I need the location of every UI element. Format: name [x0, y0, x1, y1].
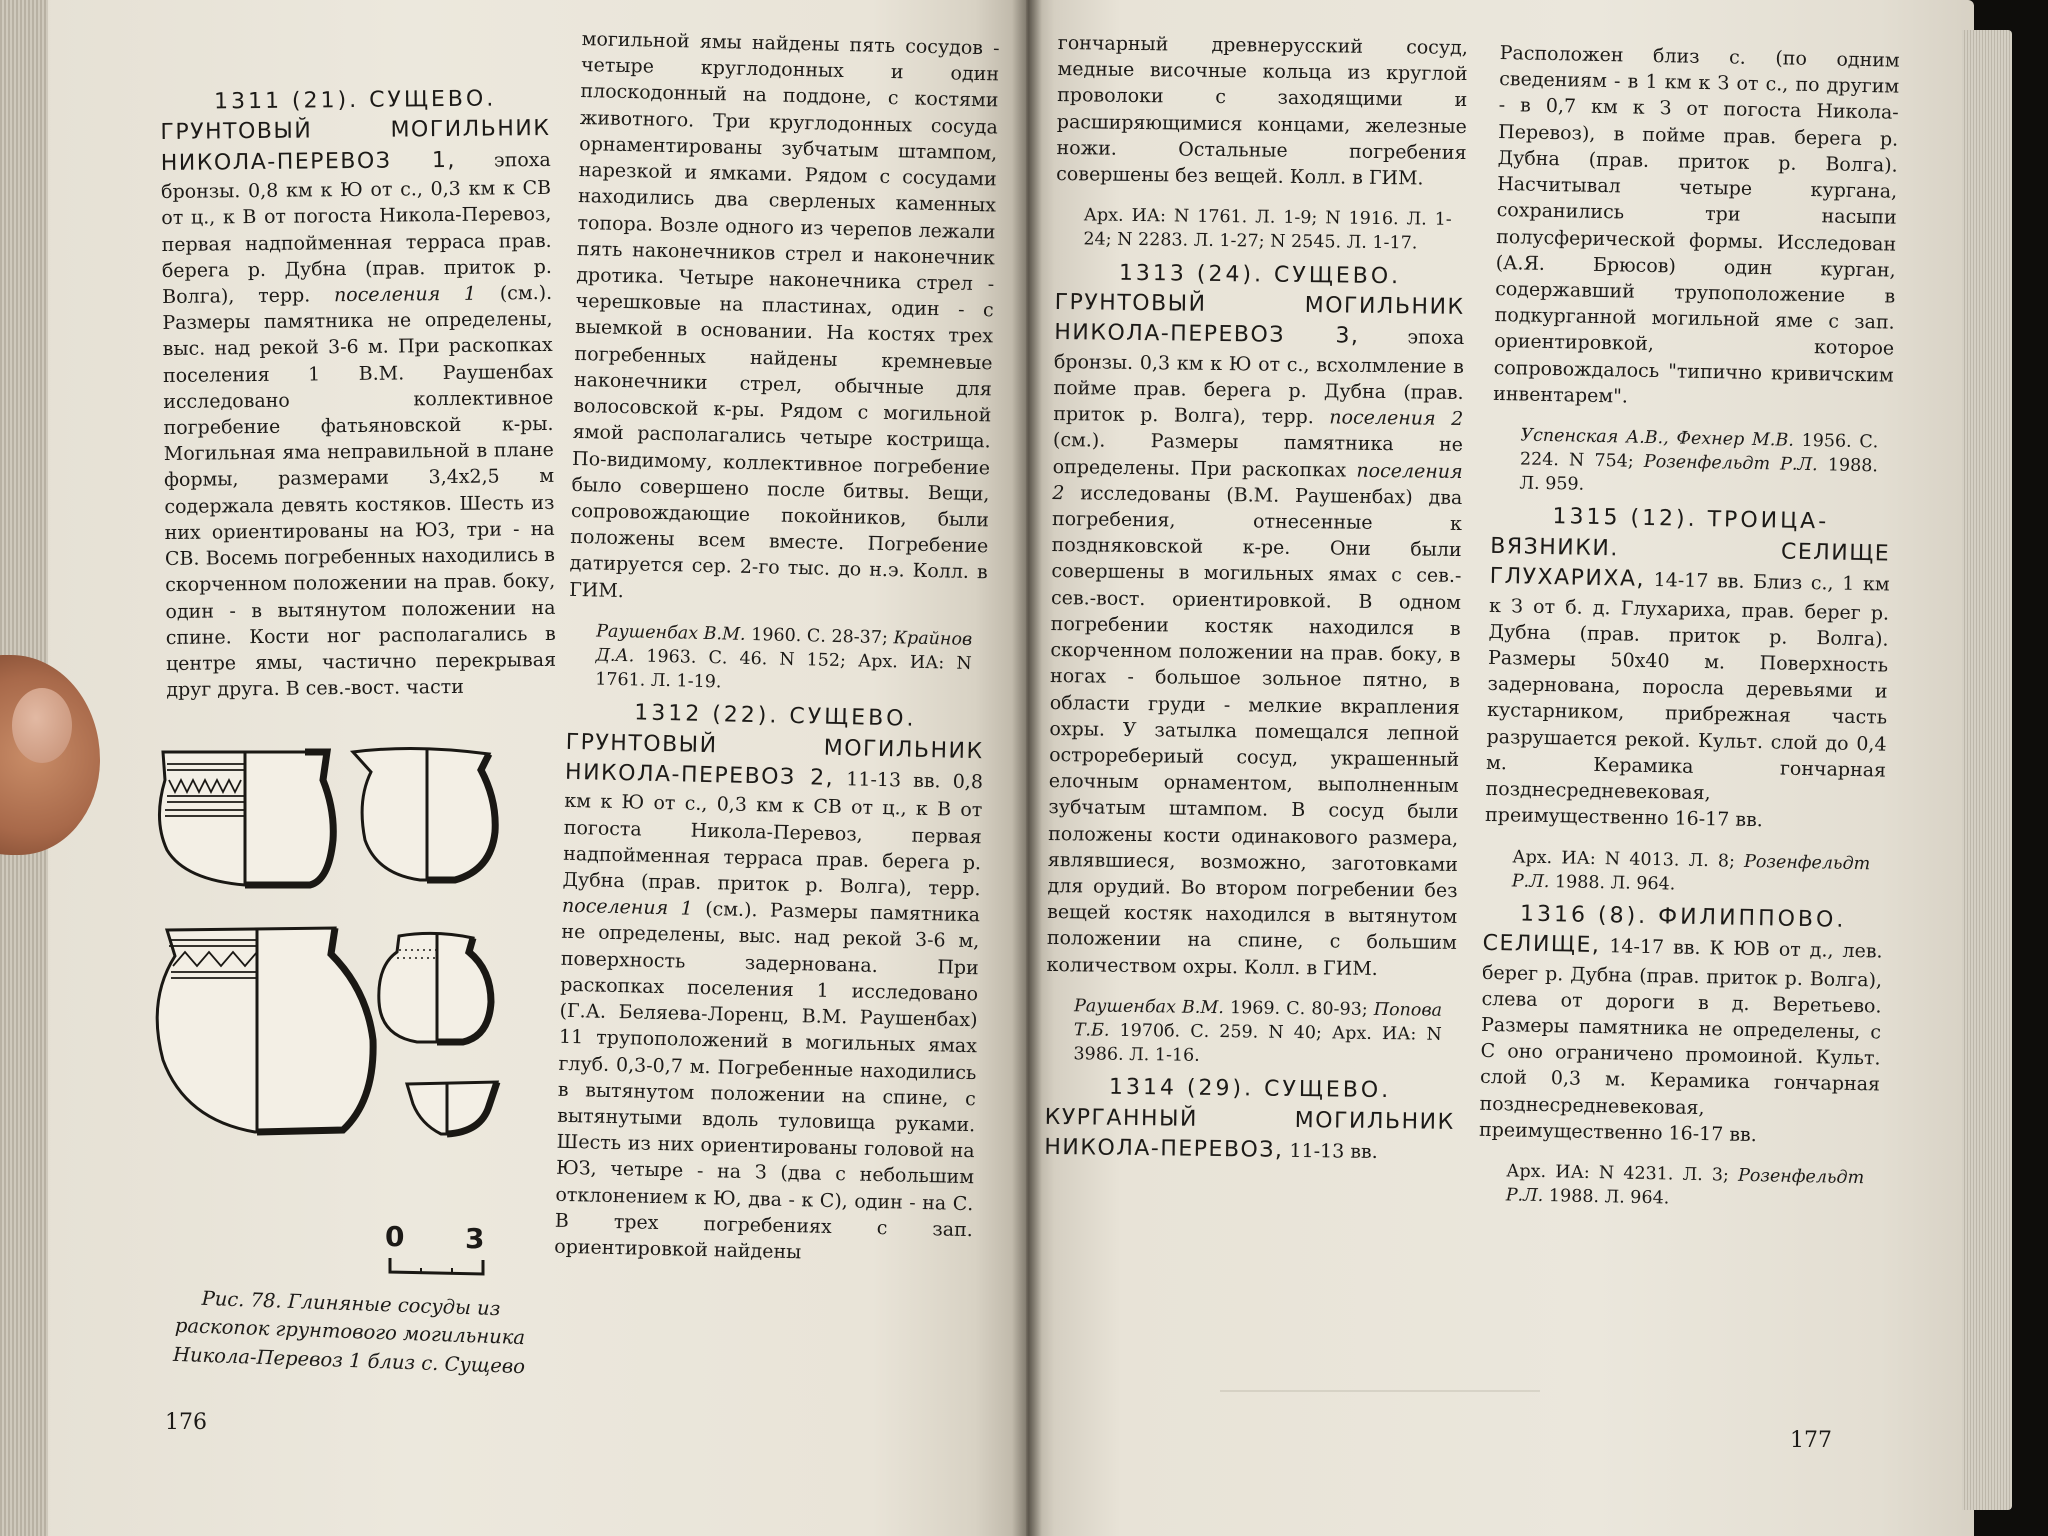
ref-author: Попова Т.Б. [1073, 999, 1443, 1041]
entry-1315-references [1484, 844, 1885, 900]
entry-1313-heading-number: 1313 (24). СУЩЕВО. [1118, 260, 1402, 289]
entry-1315-body: 14-17 вв. Близ с., 1 км к З от б. д. Глухариха, прав. берег р. Дубна (прав. приток р. Волга). Размеры 50х40 м. Поверхность задернована, поросла деревьями и кустарником, прибрежная часть разрушается рекой. Культ. слой до 0,4 м. Керамика гончарная позднесредневековая, преимущественно 16-17 вв. [1484, 569, 1890, 832]
figure-78-clay-vessels [145, 740, 535, 1170]
book-spine-shadow [1012, 0, 1042, 1536]
ref-author: Розенфельдт Р.Л. [1505, 1165, 1865, 1207]
entry-1314-heading-number: 1314 (29). СУЩЕВО. [1108, 1075, 1392, 1104]
entry-1316-references [1478, 1159, 1879, 1215]
ref-author: Раушенбах В.М. [1073, 996, 1225, 1019]
entry-1311-body-b: (см.). Размеры памятника не определены, выс. над рекой 3-6 м. При раскопках поселения 1 В.М. Раушенбах исследовано коллективное погребение фатьяновской к-ры. Могильная яма неправильной в плане формы, размерами 3,4х2,5 м содержала девять костяков. Шесть из них ориентированы на ЮЗ, три - на СВ. Восемь погребенных находились в скорченном положении на прав. боку, один - в вытянутом положении на спине. Кости ног располагались в центре ямы, частично перекрывая друг друга. В сев.-вост. части [162, 281, 557, 702]
entry-1312-heading-title: ГРУНТОВЫЙ МОГИЛЬНИК НИКОЛА-ПЕРЕВОЗ 2, [564, 729, 984, 791]
entry-1311-body-em: поселения 1 [333, 282, 477, 307]
vessel-drawings [145, 740, 535, 1180]
right-page-edges [1962, 30, 2012, 1510]
entry-1313 [1046, 258, 1465, 983]
scale-label-3: 3 [465, 1222, 485, 1255]
ref-author: Розенфельдт Р.Л. [1511, 851, 1871, 892]
ref-author: Крайнов Д.А. [595, 628, 973, 667]
vessel-c [157, 928, 373, 1132]
entry-1313-body-em: поселения 2 [1052, 459, 1463, 504]
page-number-right: 177 [1790, 1428, 1832, 1453]
vessel-a [159, 752, 333, 885]
page-number-left: 176 [165, 1410, 207, 1435]
vessel-d [379, 933, 491, 1042]
entry-1313-body-b: (см.). Размеры памятника не определены. При раскопках [1052, 429, 1464, 482]
entry-1311-heading-title: ГРУНТОВЫЙ МОГИЛЬНИК НИКОЛА-ПЕРЕВОЗ 1, [160, 116, 551, 176]
ref-text: 1963. С. 46. N 152; Арх. ИА: N 1761. Л. 1-19. [594, 646, 972, 693]
entry-1311-body-a: эпоха бронзы. 0,8 км к Ю от с., 0,3 км к СВ от ц., к В от погоста Никола-Перевоз, первая надпойменная терраса прав. берега р. Дубна (прав. приток р. Волга), терр. [160, 148, 553, 308]
entry-1313-body-c: исследованы (В.М. Раушенбах) два погребения, отнесенные к поздняковской к-ре. Они были совершены в могильных ямах с сев.-сев.-вост. ориентировкой. В одном погребении костяк находился в скорченном положении на прав. боку, в ногах - большое зольное пятно, в области груди - мелкие вкрапления охры. У затылка помещался лепной остроребериый сосуд, украшенный елочным орнаментом, выполненным зубчатым штампом. В сосуд были положены кости одинакового размера, являвшиеся, возможно, заготовками для орудий. Во втором погребении без вещей костяк находился в вытянутом положении на спине, с большим количеством охры. Колл. в ГИМ. [1046, 482, 1463, 980]
ref-text: 1969. С. 80-93; [1229, 998, 1368, 1020]
right-column-2 [1477, 40, 1899, 1221]
entry-1314-continuation: Расположен близ с. (по одним сведениям - в 1 км к З от с., по другим - в 0,7 км к З от погоста Никола-Перевоз), в пойме прав. берега р. Дубна (прав. приток р. Волга). Насчитывал четыре кургана, сохранились три насыпи полусферической формы. Исследован (А.Я. Брюсов) один курган, содержавший трупоположение в подкурганной могильной яме с зап. ориентировкой, которое сопровождалось "типично кривичским инвентарем". [1492, 41, 1900, 408]
ref-author: Успенская А.В., Фехнер М.В. [1520, 425, 1795, 451]
ref-text: 1988. Л. 964. [1554, 871, 1676, 895]
entry-1314-body: 11-13 вв. [1289, 1139, 1378, 1164]
entry-1312-body-a: 11-13 вв. 0,8 км к Ю от с., 0,3 км к СВ от ц., к В от погоста Никола-Перевоз, первая надпойменная терраса прав. берега р. Дубна (прав. приток р. Волга), терр. [562, 768, 984, 901]
scale-label-0: 0 [385, 1220, 405, 1253]
entry-1315-heading-title: ВЯЗНИКИ. СЕЛИЩЕ ГЛУХАРИХА, [1489, 533, 1891, 593]
ref-author: Раушенбах В.М. [596, 621, 746, 645]
vessel-b [353, 748, 495, 880]
thumbnail-nail [12, 688, 72, 763]
left-column-1 [160, 84, 556, 710]
entry-1314-references [1491, 423, 1892, 503]
right-column-1 [1044, 30, 1468, 1174]
entry-1311 [160, 84, 556, 704]
entry-1315 [1485, 501, 1891, 836]
ref-author: Розенфельдт Р.Л. [1643, 452, 1818, 476]
entry-1314-heading-title: КУРГАННЫЙ МОГИЛЬНИК НИКОЛА-ПЕРЕВОЗ, [1044, 1104, 1455, 1163]
vessel-e [407, 1082, 497, 1134]
entry-1312-continuation: гончарный древнерусский сосуд, медные височные кольца из круглой проволоки с заходящими и расширяющимися концами, железные ножи. Остальные погребения совершены без вещей. Колл. в ГИМ. [1056, 31, 1468, 190]
entry-1312 [554, 697, 985, 1269]
entry-1316-heading-title: СЕЛИЩЕ, [1482, 931, 1601, 959]
ref-text: 1988. Л. 959. [1519, 455, 1879, 496]
left-column-2 [554, 26, 1000, 1275]
entry-1316-heading-number: 1316 (8). ФИЛИППОВО. [1519, 901, 1847, 933]
scale-bar [385, 1220, 495, 1280]
entry-1312-heading-number: 1312 (22). СУЩЕВО. [634, 700, 917, 732]
entry-1312-references: Арх. ИА: N 1761. Л. 1-9; N 1916. Л. 1-24; N 2283. Л. 1-27; N 2545. Л. 1-17. [1083, 205, 1452, 254]
figure-caption: Рис. 78. Глиняные сосуды из раскопок грунтового могильника Никола-Перевоз 1 близ с. Сущево [172, 1286, 526, 1378]
ref-text: 1970б. С. 259. N 40; Арх. ИА: N 3986. Л. 1-16. [1073, 1020, 1442, 1067]
entry-1311-heading-number: 1311 (21). СУЩЕВО. [213, 86, 497, 115]
ref-text: Арх. ИА: N 4231. Л. 3; [1506, 1161, 1730, 1186]
entry-1313-references [1045, 994, 1456, 1071]
show-through-line [1220, 1390, 1540, 1392]
ref-text: 1960. С. 28-37; [750, 624, 889, 648]
ref-text: Арх. ИА: N 4013. Л. 8; [1512, 846, 1736, 872]
ref-text: 1988. Л. 964. [1548, 1186, 1670, 1209]
scale-ruler [385, 1220, 495, 1280]
entry-1315-heading-number: 1315 (12). ТРОИЦА- [1552, 504, 1830, 535]
entry-1311-continuation: могильной ямы найдены пять сосудов - четыре круглодонных и один плоскодонный на поддоне, с костями животного. Три круглодонных сосуда орнаментированы зубчатым штампом, нарезкой и ямками. Рядом с сосудами находились два сверленых каменных топора. Возле одного из черепов лежали пять наконечников стрел и наконечник дротика. Четыре наконечника стрел - черешковые на пластинах, один - с выемкой в основании. На костях трех погребенных найдены кремневые наконечники стрел, обычные для волосовской к-ры. Рядом с могильной ямой располагались четыре кострища. По-видимому, коллективное погребение было совершено после битвы. Вещи, сопровождающие покойников, были положены всем вместе. Погребение датируется сер. 2-го тыс. до н.э. Колл. в ГИМ. [568, 27, 1000, 602]
ref-text: 1956. С. 224. N 754; [1519, 430, 1879, 472]
entry-1316 [1479, 899, 1884, 1151]
entry-1314 [1044, 1072, 1455, 1168]
entry-1313-body-em: поселения 2 [1329, 406, 1464, 431]
entry-1313-body-a: эпоха бронзы. 0,3 км к Ю от с., всхолмление в пойме прав. берега р. Дубна (прав. приток р. Волга), терр. [1053, 326, 1465, 429]
entry-1312-body-em: поселения 1 [561, 894, 694, 920]
entry-1312-body-b: (см.). Размеры памятника не определены, выс. над рекой 3-6 м, поверхность задернована. При раскопках поселения 1 исследовано (Г.А. Беляева-Лоренц, В.М. Раушенбах) 11 трупоположений в могильных ямах глуб. 0,3-0,7 м. Погребенные находились в вытянутом положении на спине, с вытянутыми вдоль туловища руками. Шесть из них ориентированы головой на ЮЗ, четыре - на З (два с небольшим отклонением к Ю, два - к С), один - на С. В трех погребениях с зап. ориентировкой найдены [554, 898, 981, 1264]
entry-1313-heading-title: ГРУНТОВЫЙ МОГИЛЬНИК НИКОЛА-ПЕРЕВОЗ 3, [1054, 289, 1465, 350]
entry-1311-references [567, 619, 987, 701]
entry-1316-body: 14-17 вв. К ЮВ от д., лев. берег р. Дубна (прав. приток р. Волга), слева от дороги в д. Веретьево. Размеры памятника не определены, с С оно ограничено промоиной. Культ. слой 0,3 м. Керамика гончарная позднесредневековая, преимущественно 16-17 вв. [1478, 935, 1883, 1146]
